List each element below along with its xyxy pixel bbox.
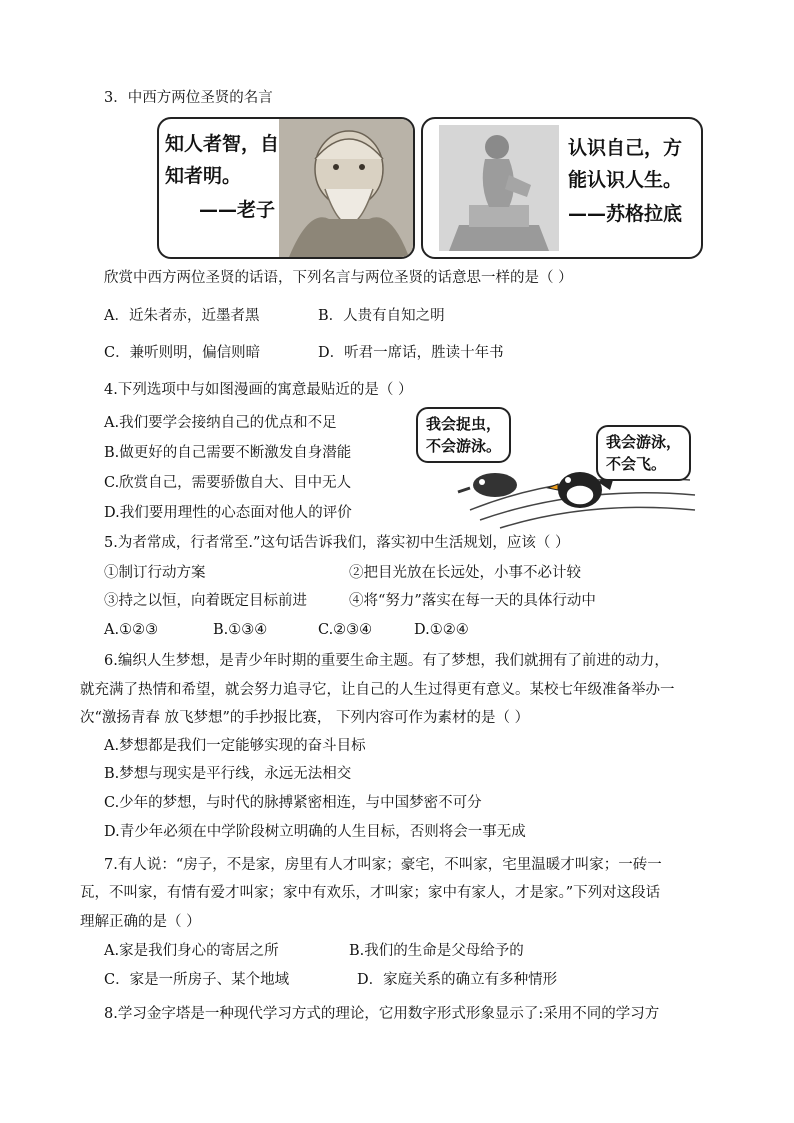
- socrates-quote-card: [421, 117, 703, 259]
- socrates-quote-line1: 认识自己，方: [568, 137, 683, 159]
- q3-title: 3．中西方两位圣贤的名言: [104, 90, 273, 106]
- q5-item-1: ①制订行动方案: [104, 565, 206, 581]
- socrates-author: ——苏格拉底: [568, 203, 683, 225]
- q7-option-d: D．家庭关系的确立有多种情形: [357, 972, 558, 988]
- laozi-quote-line2: 知者明。: [165, 165, 242, 187]
- q4-option-a: A.我们要学会接纳自己的优点和不足: [104, 415, 337, 431]
- q3-option-a: A．近朱者赤，近墨者黑: [104, 308, 260, 324]
- q5-item-4: ④将“努力”落实在每一天的具体行动中: [349, 593, 596, 609]
- q3-option-c: C．兼听则明，偏信则暗: [104, 345, 261, 361]
- q6-option-a: A.梦想都是我们一定能够实现的奋斗目标: [104, 738, 366, 754]
- q5-option-c: C.②③④: [318, 622, 373, 638]
- q3-option-d: D．听君一席话，胜读十年书: [318, 345, 504, 361]
- q7-line1: 7.有人说：“房子，不是家，房里有人才叫家；豪宅，不叫家，宅里温暖才叫家；一砖一: [104, 857, 662, 873]
- q7-option-a: A.家是我们身心的寄居之所: [104, 943, 279, 959]
- mole-speech-line2: 不会游泳。: [426, 437, 502, 455]
- mole-speech-bubble: [416, 407, 511, 463]
- socrates-quote-line2: 能认识人生。: [568, 169, 683, 191]
- laozi-quote-card: [157, 117, 415, 259]
- q7-option-c: C．家是一所房子、某个地域: [104, 972, 290, 988]
- q5-option-d: D.①②④: [414, 622, 469, 638]
- q3-option-b: B．人贵有自知之明: [318, 308, 445, 324]
- q4-option-b: B.做更好的自己需要不断激发自身潜能: [104, 445, 352, 461]
- q6-line3: 次“激扬青春 放飞梦想”的手抄报比赛， 下列内容可作为素材的是（ ）: [80, 710, 530, 726]
- laozi-quote-line1: 知人者智，自: [165, 133, 280, 155]
- q6-option-b: B.梦想与现实是平行线，永远无法相交: [104, 766, 352, 782]
- q6-line1: 6.编织人生梦想，是青少年时期的重要生命主题。有了梦想，我们就拥有了前进的动力，: [104, 653, 669, 669]
- q4-option-d: D.我们要用理性的心态面对他人的评价: [104, 505, 352, 521]
- q3-stem: 欣赏中西方两位圣贤的话语，下列名言与两位圣贤的话意思一样的是（ ）: [104, 270, 573, 286]
- q5-option-b: B.①③④: [213, 622, 268, 638]
- socrates-statue: [439, 125, 559, 251]
- q4-option-c: C.欣赏自己，需要骄傲自大、目中无人: [104, 475, 352, 491]
- mole-speech-line1: 我会捉虫，: [426, 415, 502, 433]
- duck-speech-line2: 不会飞。: [606, 455, 667, 473]
- laozi-portrait: [279, 119, 413, 257]
- q6-line2: 就充满了热情和希望，就会努力追寻它，让自己的人生过得更有意义。某校七年级准备举办一: [80, 682, 675, 698]
- laozi-author: ——老子: [199, 199, 276, 221]
- q5-option-a: A.①②③: [104, 622, 159, 638]
- q7-line2: 瓦，不叫家，有情有爱才叫家；家中有欢乐，才叫家；家中有家人，才是家。”下列对这段话: [80, 885, 661, 901]
- q8-line1: 8.学习金字塔是一种现代学习方式的理论，它用数字形式形象显示了:采用不同的学习方: [104, 1006, 660, 1022]
- duck-speech-line1: 我会游泳，: [606, 433, 682, 451]
- q5-item-2: ②把目光放在长远处，小事不必计较: [349, 565, 581, 581]
- q4-stem: 4.下列选项中与如图漫画的寓意最贴近的是（ ）: [104, 382, 413, 398]
- q7-option-b: B.我们的生命是父母给予的: [349, 943, 524, 959]
- q5-item-3: ③持之以恒，向着既定目标前进: [104, 593, 307, 609]
- q6-option-d: D.青少年必须在中学阶段树立明确的人生目标，否则将会一事无成: [104, 824, 526, 840]
- q5-stem: 5.为者常成，行者常至.”这句话告诉我们，落实初中生活规划，应该（ ）: [104, 535, 570, 551]
- q6-option-c: C.少年的梦想，与时代的脉搏紧密相连，与中国梦密不可分: [104, 795, 482, 811]
- q7-line3: 理解正确的是（ ）: [80, 914, 201, 930]
- duck-speech-bubble: [596, 425, 691, 481]
